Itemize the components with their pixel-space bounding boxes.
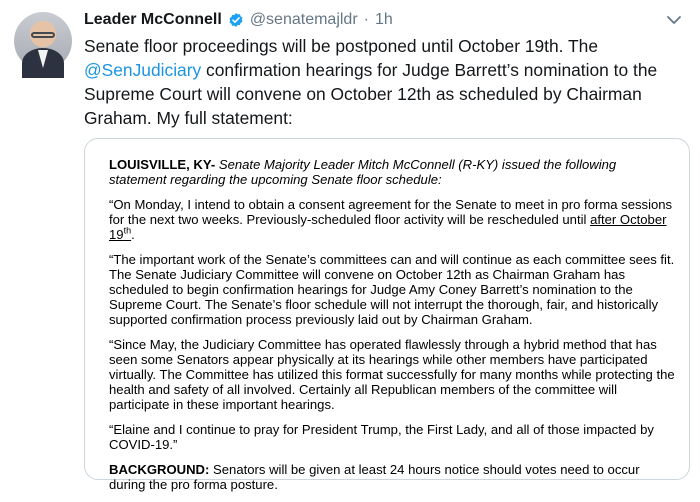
p1-end: . [131,227,135,242]
tweet-text-part: Senate floor proceedings will be postponed until October 19th. The [84,36,599,56]
author-handle[interactable]: @senatemajldr [249,11,358,28]
avatar[interactable] [14,12,72,70]
p1-text: “On Monday, I intend to obtain a consent agreement for the Senate to meet in pro forma sessions for the next two weeks. Previously-scheduled floor activity will be rescheduled until [109,197,673,227]
statement-lead [109,157,675,187]
statement-paragraph-2: “The important work of the Senate’s committees can and will continue as each committee sees fit. The Senate Judiciary Committee will convene on October 12th as Chairman Graham has scheduled to begin confirmation hearings for Judge Amy Coney Barrett’s nomination to the Supreme Court. The Senate’s floor schedule will not interrupt the thorough, fair, and historically supported confirmation process previously laid out by Chairman Graham. [109,252,675,327]
statement-image[interactable] [84,138,690,492]
tweet-text [84,34,684,130]
tweet-header [84,10,393,30]
avatar-glasses [31,32,55,38]
statement-background [109,462,675,492]
author-name[interactable]: Leader McConnell [84,11,222,28]
tweet-text-part: confirmation hearings for Judge Barrett’s nomination to the Supreme Court will convene on October 12th as scheduled by Chairman Graham. My full statement: [84,60,658,128]
timestamp[interactable]: 1h [374,11,393,28]
mention-link[interactable]: @SenJudiciary [84,60,202,80]
background-label: BACKGROUND: [109,462,210,477]
lead-text: Senate Majority Leader Mitch McConnell (R-KY) issued the following statement regarding the upcoming Senate floor schedule: [109,157,617,187]
p1-superscript: th [123,225,132,236]
statement-paragraph-1 [109,197,675,242]
separator-dot: · [363,11,369,28]
chevron-down-icon[interactable] [664,10,684,30]
statement-document [109,157,675,502]
statement-paragraph-4: “Elaine and I continue to pray for President Trump, the First Lady, and all of those impacted by COVID-19.” [109,422,654,452]
p1-underlined-text: after October 19 [109,212,667,242]
background-text: Senators will be given at least 24 hours notice should votes need to occur during the pro forma posture. [109,462,640,492]
verified-badge-icon [228,12,244,28]
dateline: LOUISVILLE, KY- [109,157,216,172]
statement-paragraph-3: “Since May, the Judiciary Committee has operated flawlessly through a hybrid method that has seen some Senators appear physically at its hearings while other members have participated virtually. The Committee has utilized this format successfully for many months while protecting the health and safety of all involved. Certainly all Republican members of the committee will participate in these important hearings. [109,337,675,412]
